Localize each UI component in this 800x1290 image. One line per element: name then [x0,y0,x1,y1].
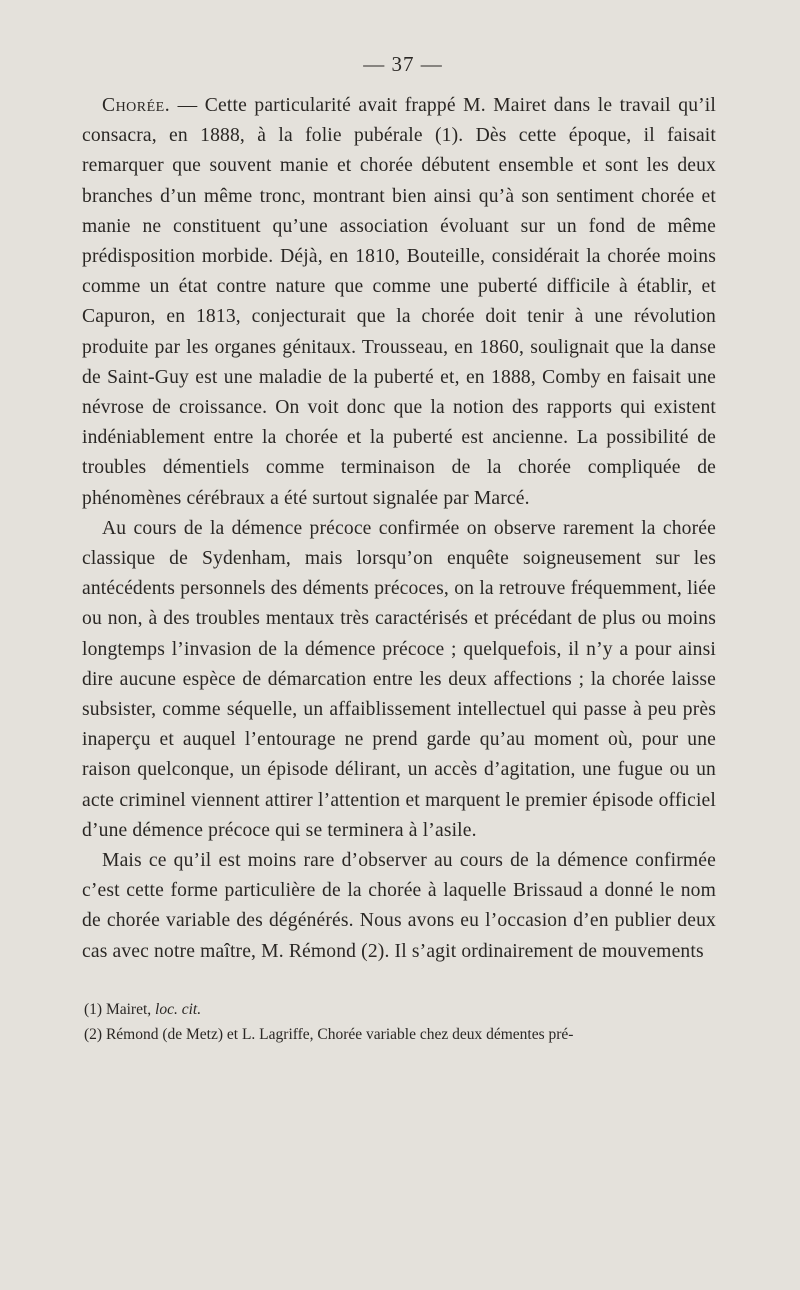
footnote-1-ref: loc. cit. [155,1000,202,1018]
footnote-1 [84,997,716,1022]
footnote-1-author: Mairet, [105,1000,152,1018]
paragraph-1 [82,91,716,514]
footnotes [82,997,716,1047]
footnote-2-marker: (2) [84,1025,103,1043]
paragraph-3: Mais ce qu’il est moins rare d’observer au cours de la démence confirmée c’est cette forme particulière de la chorée à laquelle Brissaud a donné le nom de chorée variable des dégénérés. Nous avons eu l’occasion d’en publier deux cas avec notre maître, M. Rémond (2). Il s’agit ordinairement de mouvements [82,850,716,962]
paragraph-1-text: — Cette particularité avait frappé M. Mairet dans le travail qu’il consacra, en 1888, à la folie pubérale (1). Dès cette époque, il faisait remarquer que souvent manie et chorée débutent ensemble et sont les deux branches d’un même tronc, montrant bien ainsi qu’à son sentiment chorée et manie ne constituent qu’une association évoluant sur un fond de même prédisposition morbide. Déjà, en 1810, Bouteille, considérait la chorée moins comme un état contre nature que comme une puberté difficile à établir, et Capuron, en 1813, conjecturait que la chorée doit tenir à une révolution produite par les organes génitaux. Trousseau, en 1860, soulignait que la danse de Saint-Guy est une maladie de la puberté et, en 1888, Comby en faisait une névrose de croissance. On voit donc que la notion des rapports qui existent indéniablement entre la chorée et la puberté est ancienne. La possibilité de troubles démentiels comme terminaison de la chorée compliquée de phénomènes cérébraux a été surtout signalée par Marcé. [82,95,716,509]
body-text [82,91,716,967]
paragraph-2: Au cours de la démence précoce confirmée on observe rarement la chorée classique de Sydenham, mais lorsqu’on enquête soigneusement sur les antécédents personnels des déments précoces, on la retrouve fréquemment, liée ou non, à des troubles mentaux très caractérisés et précédant de plus ou moins longtemps l’invasion de la démence précoce ; quelquefois, il n’y a pour ainsi dire aucune espèce de démarcation entre les deux affections ; la chorée laisse subsister, comme séquelle, un affaiblissement intellectuel qui passe à peu près inaperçu et auquel l’entourage ne prend garde qu’au moment où, pour une raison quelconque, un épisode délirant, un accès d’agitation, une fugue ou un acte criminel viennent attirer l’attention et marquent le premier épisode officiel d’une démence précoce qui se terminera à l’asile. [82,517,716,841]
section-lead: Chorée. [102,95,171,116]
footnote-2 [84,1022,716,1047]
footnote-2-text: Rémond (de Metz) et L. Lagriffe, Chorée variable chez deux démentes pré- [105,1025,574,1043]
footnote-1-marker: (1) [84,1000,103,1018]
page-number: — 37 — [363,52,443,76]
